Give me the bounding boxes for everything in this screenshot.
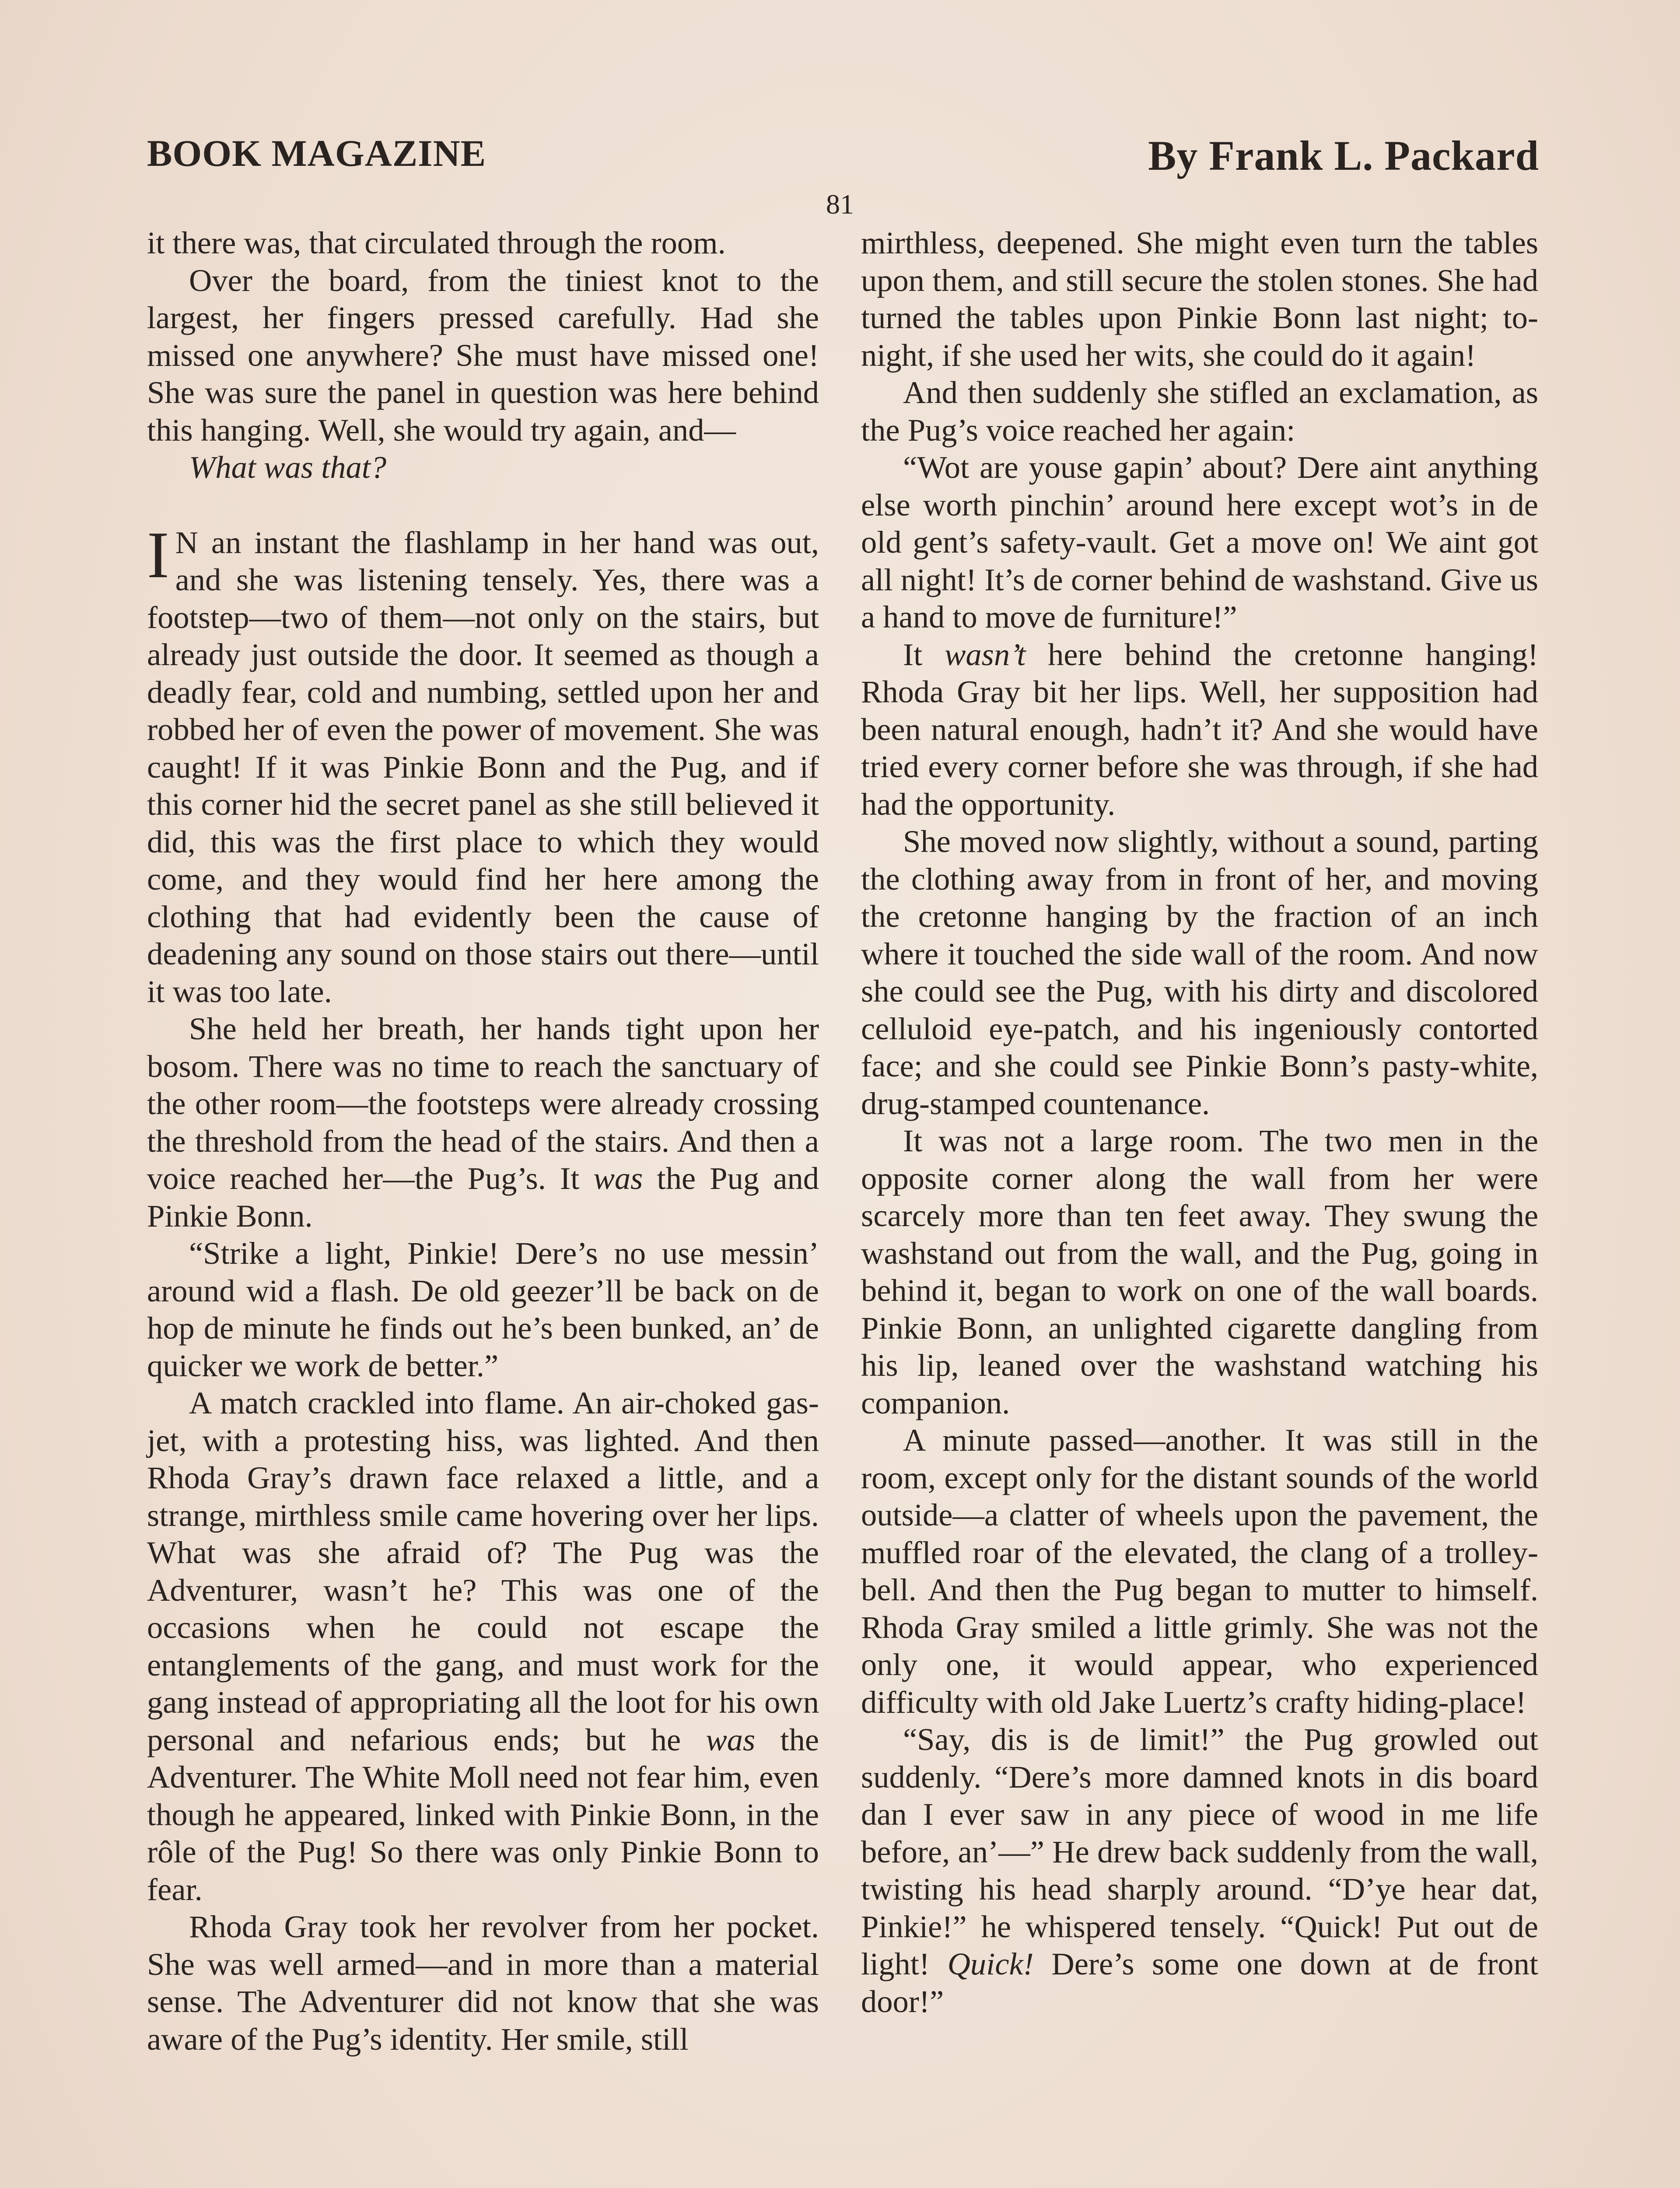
emphasis: was (593, 1161, 643, 1196)
text-span: “Say, dis is de limit!” the Pug growled out suddenly. “Dere’s more damned knots in dis board dan I ever saw in any piece of wood in me life before, an’—” He drew back suddenly from the wall, twisting his head sharply around. “D’ye hear dat, Pinkie!” he whispered tensely. “Quick! Put out de light! (861, 1722, 1538, 1981)
drop-cap: I (147, 518, 169, 592)
paragraph (861, 636, 1538, 823)
paragraph: It was not a large room. The two men in the opposite corner along the wall from her were scarcely more than ten feet away. They swung the washstand out from the wall, and the Pug, going in behind it, began to work on one of the wall boards. Pinkie Bonn, an unlighted cigarette dangling from his lip, leaned over the washstand watching his companion. (861, 1123, 1538, 1420)
text-span: A match crackled into flame. An air-choked gas-jet, with a protesting hiss, was lighted. And then Rhoda Gray’s drawn face relaxed a little, and a strange, mirthless smile came hovering over her lips. What was she afraid of? The Pug was the Adventurer, wasn’t he? This was one of the occasions when he could not escape the entanglements of the gang, and must work for the gang instead of appropriating all the loot for his own personal and nefarious ends; but he (147, 1385, 819, 1757)
text-span: She held her breath, her hands tight upon her bosom. There was no time to reach the sanctuary of the other room—the footsteps were already crossing the threshold from the head of the stairs. And then a voice reached her—the Pug’s. It (147, 1011, 819, 1196)
left-column (147, 224, 819, 2058)
paragraph: She moved now slightly, without a sound, parting the clothing away from in front of her, and moving the cretonne hanging by the fraction of an inch where it touched the side wall of the room. And now she could see the Pug, with his dirty and discolored celluloid eye-patch, and his ingeniously contorted face; and she could see Pinkie Bonn’s pasty-white, drug-stamped countenance. (861, 824, 1538, 1121)
paragraph-text: N an instant the flashlamp in her hand was out, and she was listening tensely. Yes, there was a footstep—two of them—not only on the stairs, but already just outside the door. It seemed as though a deadly fear, cold and numbing, settled upon her and robbed her of even the power of movement. She was caught! If it was Pinkie Bonn and the Pug, and if this corner hid the secret panel as she still believed it did, this was the first place to which they would come, and they would find her here among the clothing that had evidently been the cause of deadening any sound on those stairs out there—until it was too late. (147, 524, 819, 1009)
paragraph (147, 1010, 819, 1234)
paragraph: mirthless, deepened. She might even turn the tables upon them, and still secure the stolen stones. She had turned the tables upon Pinkie Bonn last night; to-night, if she used her wits, she could do it again! (861, 225, 1538, 373)
text-span: here behind the cretonne hanging! Rhoda Gray bit her lips. Well, her supposition had been natural enough, hadn’t it? And she would have tried every corner before she was through, if she had had the opportunity. (861, 636, 1538, 822)
text-span: the Pug and Pinkie Bonn. (147, 1161, 819, 1234)
paragraph: Over the board, from the tiniest knot to the largest, her fingers pressed carefully. Had she missed one anywhere? She must have missed one! She was sure the panel in question was here behind this hanging. Well, she would try again, and— (147, 262, 819, 448)
paragraph (861, 1721, 1538, 2020)
page-number: 81 (826, 189, 854, 220)
paragraph: “Wot are youse gapin’ about? Dere aint anything else worth pinchin’ around here except wot’s in de old gent’s safety-vault. Get a move on! We aint got all night! It’s de corner behind de washstand. Give us a hand to move de furniture!” (861, 449, 1538, 635)
emphasis: wasn’t (945, 636, 1026, 672)
paragraph: Rhoda Gray took her revolver from her pocket. She was well armed—and in more than a material sense. The Adventurer did not know that she was aware of the Pug’s identity. Her smile, still (147, 1909, 819, 2057)
magazine-title: BOOK MAGAZINE (147, 132, 486, 174)
paragraph: A minute passed—another. It was still in the room, except only for the distant sounds of the world outside—a clatter of wheels upon the pavement, the muffled roar of the elevated, the clang of a trolley-bell. And then the Pug began to mutter to himself. Rhoda Gray smiled a little grimly. She was not the only one, it would appear, who experienced difficulty with old Jake Luertz’s crafty hiding-place! (861, 1422, 1538, 1720)
paragraph: And then suddenly she stifled an exclamation, as the Pug’s voice reached her again: (861, 375, 1538, 448)
paragraph (147, 1384, 819, 1908)
paragraph: “Strike a light, Pinkie! Dere’s no use messin’ around wid a flash. De old geezer’ll be back on de hop de minute he finds out he’s been bunked, an’ de quicker we work de better.” (147, 1235, 819, 1383)
author-byline: By Frank L. Packard (1148, 132, 1539, 179)
paragraph-section-start (147, 518, 819, 1010)
text-span: Dere’s some one down at de front door!” (861, 1946, 1539, 2019)
right-column (861, 224, 1538, 2020)
paragraph-italic: What was that? (189, 449, 387, 485)
paragraph: it there was, that circulated through the room. (147, 225, 726, 260)
text-span: the Adventurer. The White Moll need not fear him, even though he appeared, linked with Pinkie Bonn, in the rôle of the Pug! So there was only Pinkie Bonn to fear. (147, 1722, 819, 1907)
emphasis: was (706, 1722, 756, 1757)
emphasis: Quick! (947, 1946, 1034, 1981)
text-span: It (903, 636, 945, 672)
